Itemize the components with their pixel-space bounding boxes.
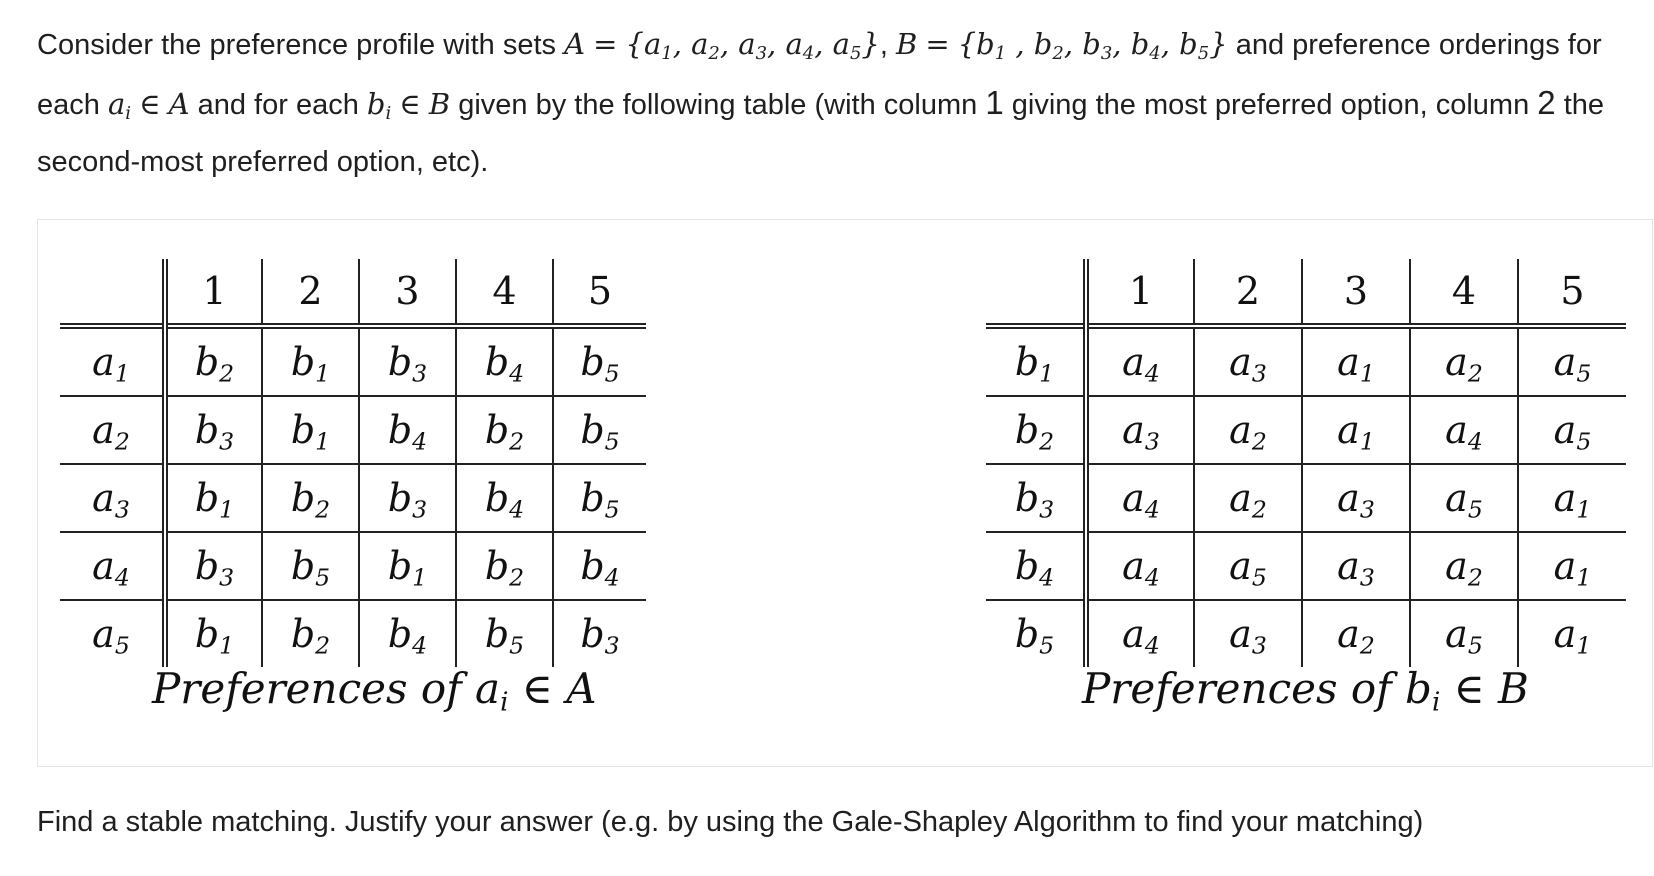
pref-cell: $a_2$	[1194, 464, 1302, 532]
table-a-col-header: 5	[553, 259, 646, 326]
intro-text: the second-most preferred option, etc).	[37, 89, 1605, 178]
table-row	[986, 464, 1626, 532]
table-row	[986, 600, 1626, 667]
row-agent: $b_2$	[986, 396, 1086, 464]
pref-cell: $a_1$	[1302, 326, 1410, 396]
pref-cell: $a_4$	[1122, 476, 1160, 524]
table-a-corner	[60, 259, 165, 326]
table-b-col-header: 2	[1194, 259, 1302, 326]
intro-text: Consider the preference profile with sets	[37, 29, 557, 61]
table-a-col-header: 2	[262, 259, 359, 326]
table-b-col-header: 4	[1410, 259, 1518, 326]
row-agent: $a_5$	[60, 600, 165, 667]
pref-cell: $b_5$	[553, 396, 646, 464]
pref-cell: $b_1$	[262, 326, 359, 396]
pref-cell: $b_1$	[194, 476, 235, 524]
intro-text: and preference	[1235, 29, 1431, 61]
pref-cell: $b_3$	[194, 544, 235, 592]
table-a-col-header: 4	[456, 259, 553, 326]
pref-cell: $a_5$	[1410, 464, 1518, 532]
pref-cell: $a_4$	[1122, 544, 1160, 592]
pref-cell: $a_2$	[1410, 326, 1518, 396]
table-b-col-header: 3	[1302, 259, 1410, 326]
question-text: Find a stable matching. Justify your answer (e.g. by using the Gale-Shapley Algorithm to find your matching)	[37, 806, 1424, 838]
pref-cell: $b_3$	[194, 408, 235, 456]
table-a-caption: Preferences of $a_i$ ∈ A	[152, 664, 597, 718]
row-agent: $b_1$	[986, 326, 1086, 396]
table-row	[986, 326, 1626, 396]
row-agent: $b_5$	[986, 600, 1086, 667]
pref-cell: $a_5$	[1518, 326, 1626, 396]
set-b-name: B	[895, 27, 918, 61]
pref-cell: $a_3$	[1122, 408, 1160, 456]
row-agent: $a_4$	[60, 532, 165, 600]
table-a-col-header: 3	[359, 259, 456, 326]
pref-cell: $a_3$	[1302, 464, 1410, 532]
pref-cell: $b_4$	[359, 600, 456, 667]
column-two-number: 2	[1537, 84, 1556, 121]
table-b-col-header: 1	[1128, 269, 1154, 313]
table-row	[60, 326, 646, 396]
pref-cell: $b_4$	[456, 464, 553, 532]
pref-cell: $a_4$	[1122, 340, 1160, 388]
pref-cell: $b_4$	[456, 326, 553, 396]
column-one-number: 1	[985, 84, 1004, 121]
pref-cell: $a_2$	[1302, 600, 1410, 667]
row-agent: $a_3$	[60, 464, 165, 532]
intro-text: giving the most	[1011, 89, 1207, 121]
pref-cell: $a_1$	[1302, 396, 1410, 464]
pref-cell: $a_5$	[1194, 532, 1302, 600]
pref-cell: $b_2$	[262, 464, 359, 532]
table-row	[60, 600, 646, 667]
set-b-name: B	[428, 87, 451, 121]
pref-cell: $b_2$	[456, 532, 553, 600]
intro-text: orderings for each	[37, 29, 1602, 121]
preference-table-a	[60, 259, 646, 667]
pref-cell: $b_1$	[194, 612, 235, 660]
pref-cell: $b_1$	[262, 396, 359, 464]
pref-cell: $b_2$	[456, 396, 553, 464]
pref-cell: $b_5$	[456, 600, 553, 667]
pref-cell: $b_3$	[359, 464, 456, 532]
pref-cell: $a_4$	[1410, 396, 1518, 464]
set-b-elements: {$b_1$ , $b_2$, $b_3$, $b_4$, $b_5$}	[957, 27, 1228, 65]
pref-cell: $a_5$	[1518, 396, 1626, 464]
intro-text: preferred option, column	[1214, 89, 1530, 121]
pref-cell: $a_2$	[1194, 396, 1302, 464]
pref-cell: $a_4$	[1122, 612, 1160, 660]
pref-cell: $a_1$	[1518, 464, 1626, 532]
pref-cell: $b_4$	[553, 532, 646, 600]
row-agent: $b_4$	[986, 532, 1086, 600]
pref-cell: $b_2$	[262, 600, 359, 667]
pref-cell: $a_1$	[1518, 532, 1626, 600]
set-a-name: A	[564, 27, 586, 61]
pref-cell: $a_2$	[1410, 532, 1518, 600]
preference-table-b	[986, 259, 1626, 667]
table-a-header-row	[60, 259, 646, 326]
table-b-header-row	[986, 259, 1626, 326]
pref-cell: $b_5$	[553, 326, 646, 396]
pref-cell: $b_3$	[553, 600, 646, 667]
table-a-col-header: 1	[202, 269, 227, 313]
table-b-col-header: 5	[1518, 259, 1626, 326]
pref-cell: $a_3$	[1194, 326, 1302, 396]
pref-cell: $a_3$	[1194, 600, 1302, 667]
set-a-elements: {$a_1$, $a_2$, $a_3$, $a_4$, $a_5$}	[625, 27, 880, 65]
table-row	[986, 532, 1626, 600]
table-row	[60, 464, 646, 532]
pref-cell: $b_4$	[359, 396, 456, 464]
intro-text: and for each	[197, 89, 359, 121]
row-agent: $b_3$	[986, 464, 1086, 532]
pref-cell: $a_5$	[1410, 600, 1518, 667]
pref-cell: $a_1$	[1518, 600, 1626, 667]
table-b-caption: Preferences of $b_i$ ∈ B	[1082, 664, 1529, 718]
table-row	[60, 396, 646, 464]
table-b-corner	[986, 259, 1086, 326]
tables-panel	[37, 219, 1653, 767]
row-agent: $a_1$	[60, 326, 165, 396]
set-a-name: A	[168, 87, 190, 121]
row-agent: $a_2$	[60, 396, 165, 464]
problem-statement: Consider the preference profile with sets $A = \{a_1$, $a_2$, $a_3$, $a_4$, $a_5$}, $B = \{b_1$ , $b_2$, $b_3$, $b_4$, $b_5$} and preference orderings for each $a_i$ ∈ A and for each $b_i$ ∈ B given by the following table (with column 1 giving the most preferred option, column 2 the second-most preferred option, etc).	[37, 27, 1605, 178]
pref-cell: $b_3$	[359, 326, 456, 396]
table-row	[986, 396, 1626, 464]
pref-cell: $a_3$	[1302, 532, 1410, 600]
a-i-symbol: $a_i$	[107, 87, 131, 125]
pref-cell: $b_1$	[359, 532, 456, 600]
pref-cell: $b_5$	[553, 464, 646, 532]
pref-cell: $b_2$	[194, 340, 235, 388]
table-row	[60, 532, 646, 600]
intro-text: given by the following table (with column	[458, 89, 978, 121]
b-i-symbol: $b_i$	[366, 87, 392, 125]
pref-cell: $b_5$	[262, 532, 359, 600]
